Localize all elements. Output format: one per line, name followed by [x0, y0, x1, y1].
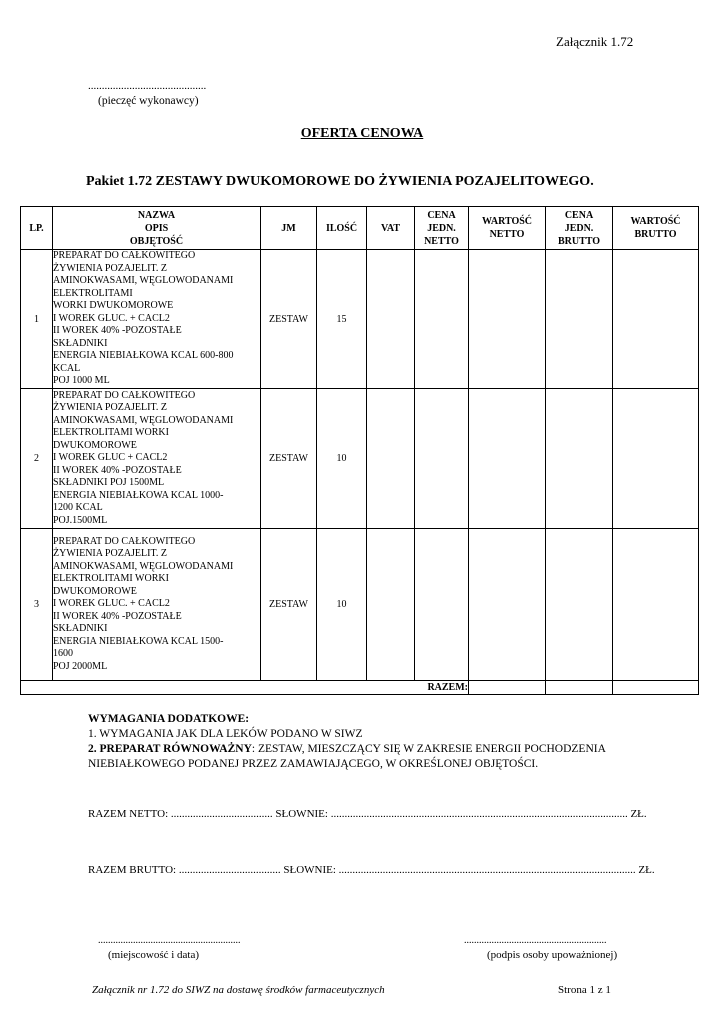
attachment-number: Załącznik 1.72 — [556, 34, 634, 49]
row-vat-cell[interactable] — [367, 250, 415, 389]
requirement-1: 1. WYMAGANIA JAK DLA LEKÓW PODANO W SIWZ — [88, 728, 363, 740]
row-unit-gross-cell[interactable] — [546, 529, 613, 681]
sum-value-net-cell[interactable] — [469, 681, 546, 695]
table-row — [21, 529, 699, 681]
col-value-gross: WARTOŚĆ BRUTTO — [613, 207, 699, 250]
signature-line: ......................................................... — [464, 935, 607, 946]
row-vat-cell[interactable] — [367, 389, 415, 529]
col-unit-gross: CENA JEDN. BRUTTO — [546, 207, 613, 250]
row-unit-gross-cell[interactable] — [546, 250, 613, 389]
row-vat-cell[interactable] — [367, 529, 415, 681]
row-qty: 15 — [317, 250, 367, 389]
table-sum-row — [21, 681, 699, 695]
row-lp: 1 — [21, 250, 53, 389]
stamp-line: ........................................... — [88, 80, 207, 92]
document-title: OFERTA CENOWA — [300, 126, 424, 141]
row-jm: ZESTAW — [261, 250, 317, 389]
total-netto-line: RAZEM NETTO: ..................................... SŁOWNIE: ............................................................................................................ ZŁ. — [88, 808, 647, 820]
place-date-label: (miejscowość i data) — [108, 949, 200, 961]
row-value-gross-cell[interactable] — [613, 389, 699, 529]
row-lp: 3 — [21, 529, 53, 681]
row-qty: 10 — [317, 389, 367, 529]
requirement-2: 2. PREPARAT RÓWNOWAŻNY: ZESTAW, MIESZCZĄCY SIĘ W ZAKRESIE ENERGII POCHODZENIA NIEBIAŁKOWEGO PODANEJ PRZEZ ZAMAWIAJĄCEGO, W OKREŚLONEJ OBJĘTOŚCI. — [88, 743, 606, 770]
col-vat: VAT — [367, 207, 415, 250]
requirements-heading: WYMAGANIA DODATKOWE: — [88, 713, 250, 725]
row-description: PREPARAT DO CAŁKOWITEGO ŻYWIENIA POZAJELIT. Z AMINOKWASAMI, WĘGLOWODANAMI ELEKTROLITAMI WORKI DWUKOMOROWE I WOREK GLUC. + CACL2 II WOREK 40% -POZOSTAŁE SKŁADNIKI ENERGIA NIEBIAŁKOWA KCAL 600-800 KCAL POJ 1000 ML — [53, 250, 261, 389]
row-jm: ZESTAW — [261, 389, 317, 529]
col-qty: ILOŚĆ — [317, 207, 367, 250]
additional-requirements — [88, 712, 648, 772]
row-qty: 10 — [317, 529, 367, 681]
row-lp: 2 — [21, 389, 53, 529]
table-row — [21, 250, 699, 389]
package-subtitle: Pakiet 1.72 ZESTAWY DWUKOMOROWE DO ŻYWIENIA POZAJELITOWEGO. — [86, 174, 594, 189]
col-jm: JM — [261, 207, 317, 250]
table-header-row — [21, 207, 699, 250]
place-date-line: ......................................................... — [98, 935, 241, 946]
row-description: PREPARAT DO CAŁKOWITEGO ŻYWIENIA POZAJELIT. Z AMINOKWASAMI, WĘGLOWODANAMI ELEKTROLITAMI WORKI DWUKOMOROWE I WOREK GLUC + CACL2 II WOREK 40% -POZOSTAŁE SKŁADNIKI POJ 1500ML ENERGIA NIEBIAŁKOWA KCAL 1000- 1200 KCAL POJ.1500ML — [53, 389, 261, 529]
row-value-net-cell[interactable] — [469, 389, 546, 529]
row-unit-net-cell[interactable] — [415, 250, 469, 389]
offer-table — [20, 206, 699, 695]
row-value-gross-cell[interactable] — [613, 529, 699, 681]
stamp-label: (pieczęć wykonawcy) — [98, 95, 199, 107]
total-brutto-line: RAZEM BRUTTO: ..................................... SŁOWNIE: ............................................................................................................ ZŁ. — [88, 864, 655, 876]
row-value-net-cell[interactable] — [469, 250, 546, 389]
row-jm: ZESTAW — [261, 529, 317, 681]
row-value-gross-cell[interactable] — [613, 250, 699, 389]
row-unit-net-cell[interactable] — [415, 529, 469, 681]
col-name: NAZWA OPIS OBJĘTOŚĆ — [53, 207, 261, 250]
sum-label: RAZEM: — [21, 681, 469, 695]
row-description: PREPARAT DO CAŁKOWITEGO ŻYWIENIA POZAJELIT. Z AMINOKWASAMI, WĘGLOWODANAMI ELEKTROLITAMI WORKI DWUKOMOROWE I WOREK GLUC. + CACL2 II WOREK 40% -POZOSTAŁE SKŁADNIKI ENERGIA NIEBIAŁKOWA KCAL 1500- 1600 POJ 2000ML — [53, 529, 261, 681]
col-lp: LP. — [21, 207, 53, 250]
row-unit-net-cell[interactable] — [415, 389, 469, 529]
sum-unit-gross-cell — [546, 681, 613, 695]
row-unit-gross-cell[interactable] — [546, 389, 613, 529]
sum-value-gross-cell[interactable] — [613, 681, 699, 695]
col-unit-net: CENA JEDN. NETTO — [415, 207, 469, 250]
footer-attachment: Załącznik nr 1.72 do SIWZ na dostawę środków farmaceutycznych — [92, 984, 385, 996]
row-value-net-cell[interactable] — [469, 529, 546, 681]
col-value-net: WARTOŚĆ NETTO — [469, 207, 546, 250]
page-number: Strona 1 z 1 — [558, 984, 611, 996]
signature-label: (podpis osoby upoważnionej) — [487, 949, 618, 961]
table-row — [21, 389, 699, 529]
